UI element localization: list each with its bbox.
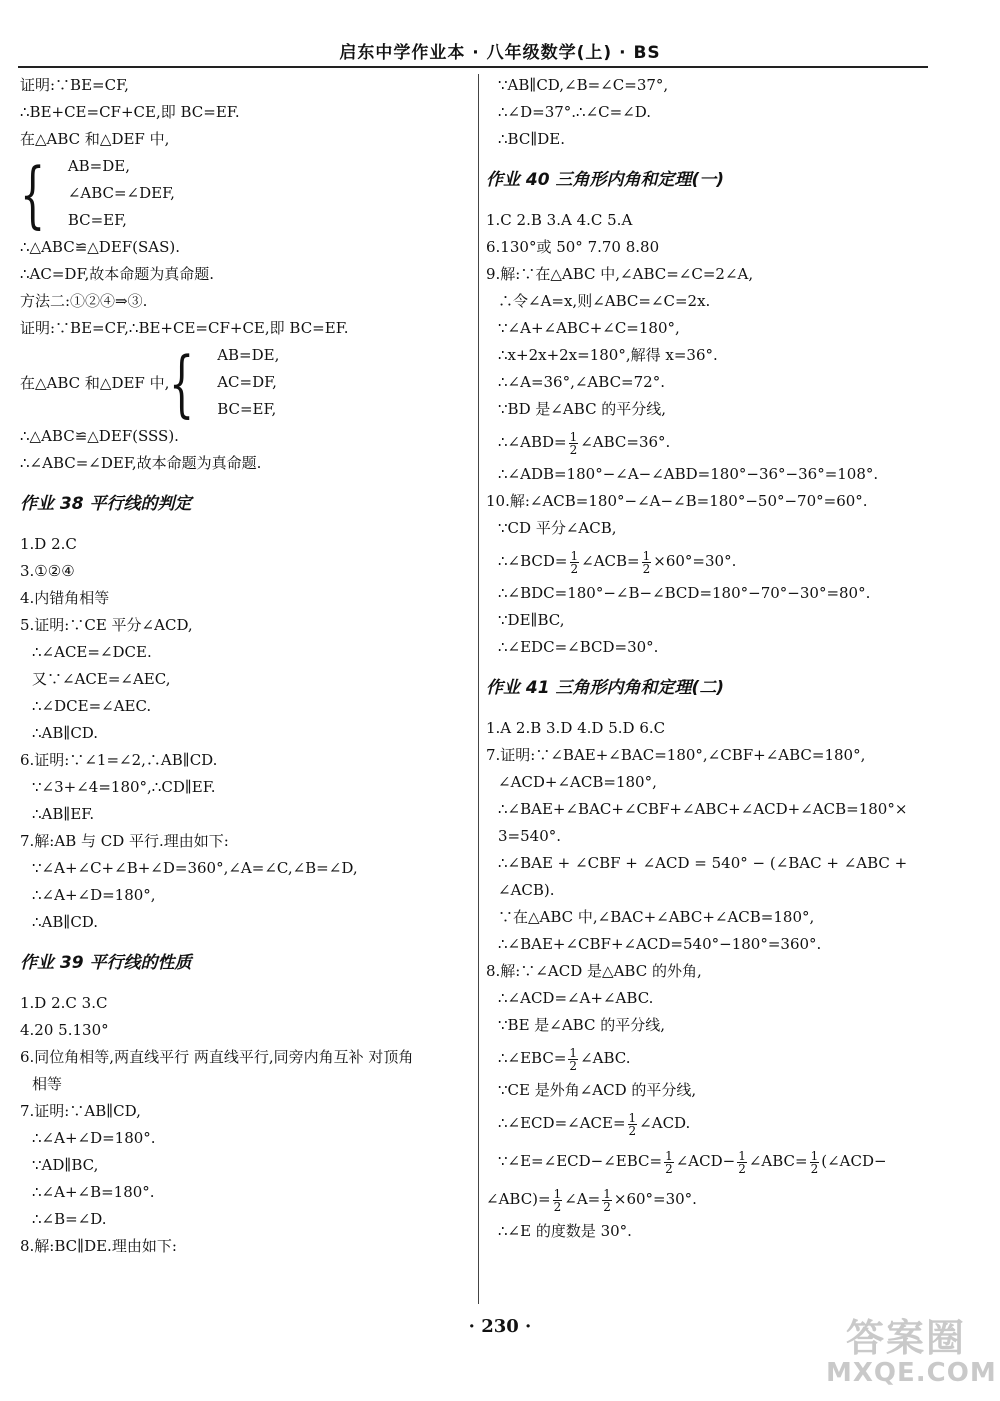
answer-line: ∴∠EDC=∠BCD=30°. (498, 638, 659, 656)
frac-den: 2 (569, 442, 578, 457)
text-line: 证明:∵BE=CF, (20, 76, 129, 94)
answer-line: 6.证明:∵∠1=∠2,∴AB∥CD. (20, 751, 218, 769)
condition-line: BC=EF, (67, 211, 127, 229)
answer-text: ∠ACD− (675, 1152, 736, 1170)
answer-line: 7.证明:∵AB∥CD, (20, 1102, 141, 1120)
answer-line: ∴AB∥EF. (32, 805, 95, 823)
answer-line: 3.①②④ (20, 562, 75, 580)
frac-den: 2 (665, 1161, 673, 1176)
frac-den: 2 (603, 1199, 611, 1214)
answer-text: ∴∠ECD=∠ACE= (498, 1114, 626, 1132)
answer-line: 3=540°. (498, 827, 562, 845)
answer-line: 6.同位角相等,两直线平行 两直线平行,同旁内角互补 对顶角 (20, 1048, 414, 1066)
text-line: ∴BE+CE=CF+CE,即 BC=EF. (20, 103, 240, 121)
frac-num: 1 (569, 1045, 578, 1060)
fraction-half (810, 1150, 820, 1175)
answer-line: ∵DE∥BC, (498, 611, 565, 629)
frac-den: 2 (738, 1161, 746, 1176)
text-line: ∴AC=DF,故本命题为真命题. (20, 265, 215, 283)
fraction-half (569, 431, 579, 456)
section-title-39: 作业 39 平行线的性质 (20, 953, 192, 973)
section-title-40: 作业 40 三角形内角和定理(一) (486, 170, 725, 190)
condition-line: ∠ABC=∠DEF, (67, 184, 175, 202)
answer-line: ∵∠3+∠4=180°,∴CD∥EF. (32, 778, 216, 796)
answer-line: ∴x+2x+2x=180°,解得 x=36°. (498, 346, 718, 364)
column-divider (478, 74, 479, 1304)
answer-line: ∵AB∥CD,∠B=∠C=37°, (498, 76, 669, 94)
answer-line: ∠ACD+∠ACB=180°, (498, 773, 657, 791)
answer-text: ∠ACD. (639, 1114, 691, 1132)
right-column (486, 72, 956, 1245)
page-number: · 230 · (468, 1316, 532, 1337)
answer-line: 9.解:∵在△ABC 中,∠ABC=∠C=2∠A, (486, 265, 754, 283)
condition-group (20, 342, 465, 423)
frac-num: 1 (628, 1110, 637, 1125)
answer-line: 4.内错角相等 (20, 589, 110, 607)
answer-line: 6.130°或 50° 7.70 8.80 (486, 238, 660, 256)
text-line: ∴△ABC≌△DEF(SSS). (20, 427, 179, 445)
answer-line: ∵AD∥BC, (32, 1156, 99, 1174)
answer-text: ∠ABC)= (486, 1190, 551, 1208)
frac-num: 1 (665, 1148, 673, 1163)
frac-num: 1 (642, 548, 651, 563)
frac-den: 2 (642, 561, 651, 576)
answer-line: ∴∠B=∠D. (32, 1210, 107, 1228)
page-header: 启东中学作业本 · 八年级数学(上) · BS (339, 43, 661, 63)
answer-line: ∴∠A+∠B=180°. (32, 1183, 155, 1201)
answer-line: 5.证明:∵CE 平分∠ACD, (20, 616, 193, 634)
frac-num: 1 (810, 1148, 819, 1163)
frac-den: 2 (570, 561, 579, 576)
text-line: ∴∠ABC=∠DEF,故本命题为真命题. (20, 454, 262, 472)
fraction-half (553, 1188, 563, 1213)
answer-line: ∵BD 是∠ABC 的平分线, (498, 400, 667, 418)
text-line: 在△ABC 和△DEF 中, (20, 130, 170, 148)
frac-num: 1 (570, 548, 579, 563)
answer-line: 8.解:BC∥DE.理由如下: (20, 1237, 177, 1255)
answer-line: ∵∠A+∠ABC+∠C=180°, (498, 319, 680, 337)
answer-text: ∠A= (564, 1190, 601, 1208)
answer-line: ∴∠A+∠D=180°, (32, 886, 156, 904)
left-column (20, 72, 465, 1260)
condition-group (20, 153, 465, 234)
frac-num: 1 (738, 1148, 746, 1163)
condition-line: AB=DE, (217, 346, 280, 364)
answer-line: 10.解:∠ACB=180°−∠A−∠B=180°−50°−70°=60°. (486, 492, 868, 510)
answer-line (486, 423, 956, 461)
frac-den: 2 (553, 1199, 562, 1214)
watermark-text: 答案圈 (845, 1316, 966, 1360)
brace-symbol: { (169, 340, 195, 425)
answer-text: ∵∠E=∠ECD−∠EBC= (498, 1152, 663, 1170)
answer-line: ∵BE 是∠ABC 的平分线, (498, 1016, 666, 1034)
answer-line: ∴BC∥DE. (498, 130, 565, 148)
frac-num: 1 (553, 1186, 562, 1201)
answer-line: 相等 (32, 1075, 63, 1093)
condition-line: BC=EF, (217, 400, 277, 418)
fraction-half (737, 1150, 747, 1175)
answer-text: ×60°=30°. (653, 552, 737, 570)
answer-line: ∴∠ACD=∠A+∠ABC. (498, 989, 654, 1007)
answer-line: ∵CE 是外角∠ACD 的平分线, (498, 1081, 697, 1099)
text-line: 在△ABC 和△DEF 中, (20, 374, 170, 392)
fraction-half (642, 550, 652, 575)
answer-line (486, 1039, 956, 1077)
answer-line: 4.20 5.130° (20, 1021, 109, 1039)
answer-line: 7.解:AB 与 CD 平行.理由如下: (20, 832, 229, 850)
answer-line: ∴∠A=36°,∠ABC=72°. (498, 373, 665, 391)
answer-line: ∴∠D=37°.∴∠C=∠D. (498, 103, 652, 121)
fraction-half (664, 1150, 674, 1175)
frac-den: 2 (569, 1058, 578, 1073)
answer-line: ∴∠BAE+∠CBF+∠ACD=540°−180°=360°. (498, 935, 822, 953)
fraction-half (628, 1112, 638, 1137)
answer-line (486, 1104, 956, 1142)
frac-num: 1 (569, 429, 578, 444)
answer-line: ∴∠BAE + ∠CBF + ∠ACD = 540° − (∠BAC + ∠ABC + (498, 854, 908, 872)
answer-text: (∠ACD− (821, 1152, 887, 1170)
answer-line (486, 542, 956, 580)
watermark-logo (826, 1316, 997, 1390)
answer-text: ∠ABC. (580, 1049, 631, 1067)
answer-line: ∵在△ABC 中,∠BAC+∠ABC+∠ACB=180°, (498, 908, 815, 926)
answer-text: ∠ABC=36°. (580, 433, 671, 451)
text-line: 方法二:①②④⇒③. (20, 292, 148, 310)
answer-text: ∴∠EBC= (498, 1049, 567, 1067)
answer-line: ∴∠E 的度数是 30°. (498, 1222, 632, 1240)
frac-den: 2 (810, 1161, 819, 1176)
answer-line: ∠ACB). (498, 881, 555, 899)
answer-line: ∴∠BAE+∠BAC+∠CBF+∠ABC+∠ACD+∠ACB=180°× (498, 800, 908, 818)
answer-line: 8.解:∵∠ACD 是△ABC 的外角, (486, 962, 702, 980)
frac-num: 1 (603, 1186, 611, 1201)
fraction-half (570, 550, 580, 575)
answer-line: ∴∠ACE=∠DCE. (32, 643, 152, 661)
answer-line: ∴∠BDC=180°−∠B−∠BCD=180°−70°−30°=80°. (498, 584, 871, 602)
answer-line: ∴∠DCE=∠AEC. (32, 697, 152, 715)
answer-line: ∵CD 平分∠ACB, (498, 519, 617, 537)
text-line: ∴△ABC≌△DEF(SAS). (20, 238, 181, 256)
answer-text: ∠ABC= (748, 1152, 808, 1170)
answer-line: 1.C 2.B 3.A 4.C 5.A (486, 211, 633, 229)
answer-text: ∴∠BCD= (498, 552, 568, 570)
answer-line: ∵∠A+∠C+∠B+∠D=360°,∠A=∠C,∠B=∠D, (32, 859, 358, 877)
answer-text: ∴∠ABD= (498, 433, 567, 451)
header-rule (18, 66, 928, 68)
answer-line: 7.证明:∵∠BAE+∠BAC=180°,∠CBF+∠ABC=180°, (486, 746, 866, 764)
answer-line: ∴AB∥CD. (32, 913, 99, 931)
answer-text: ∠ACB= (581, 552, 640, 570)
answer-line: 1.D 2.C 3.C (20, 994, 108, 1012)
condition-line: AC=DF, (217, 373, 277, 391)
condition-line: AB=DE, (67, 157, 130, 175)
text-line: 证明:∵BE=CF,∴BE+CE=CF+CE,即 BC=EF. (20, 319, 349, 337)
fraction-half (602, 1188, 612, 1213)
answer-line: ∴∠ADB=180°−∠A−∠ABD=180°−36°−36°=108°. (498, 465, 879, 483)
answer-line: ∴∠A+∠D=180°. (32, 1129, 156, 1147)
section-title-38: 作业 38 平行线的判定 (20, 494, 192, 514)
answer-line: 1.D 2.C (20, 535, 77, 553)
answer-line: ∴令∠A=x,则∠ABC=∠C=2x. (498, 292, 711, 310)
fraction-half (568, 1047, 578, 1072)
answer-line (486, 1180, 956, 1218)
section-title-41: 作业 41 三角形内角和定理(二) (486, 678, 725, 698)
answer-text: ×60°=30°. (613, 1190, 697, 1208)
frac-den: 2 (628, 1123, 637, 1138)
watermark-url: MXQE.COM (826, 1358, 997, 1388)
answer-line: 1.A 2.B 3.D 4.D 5.D 6.C (486, 719, 666, 737)
answer-line: 又∵∠ACE=∠AEC, (32, 670, 171, 688)
answer-line: ∴AB∥CD. (32, 724, 99, 742)
brace-symbol: { (20, 151, 46, 236)
answer-line (486, 1142, 956, 1180)
